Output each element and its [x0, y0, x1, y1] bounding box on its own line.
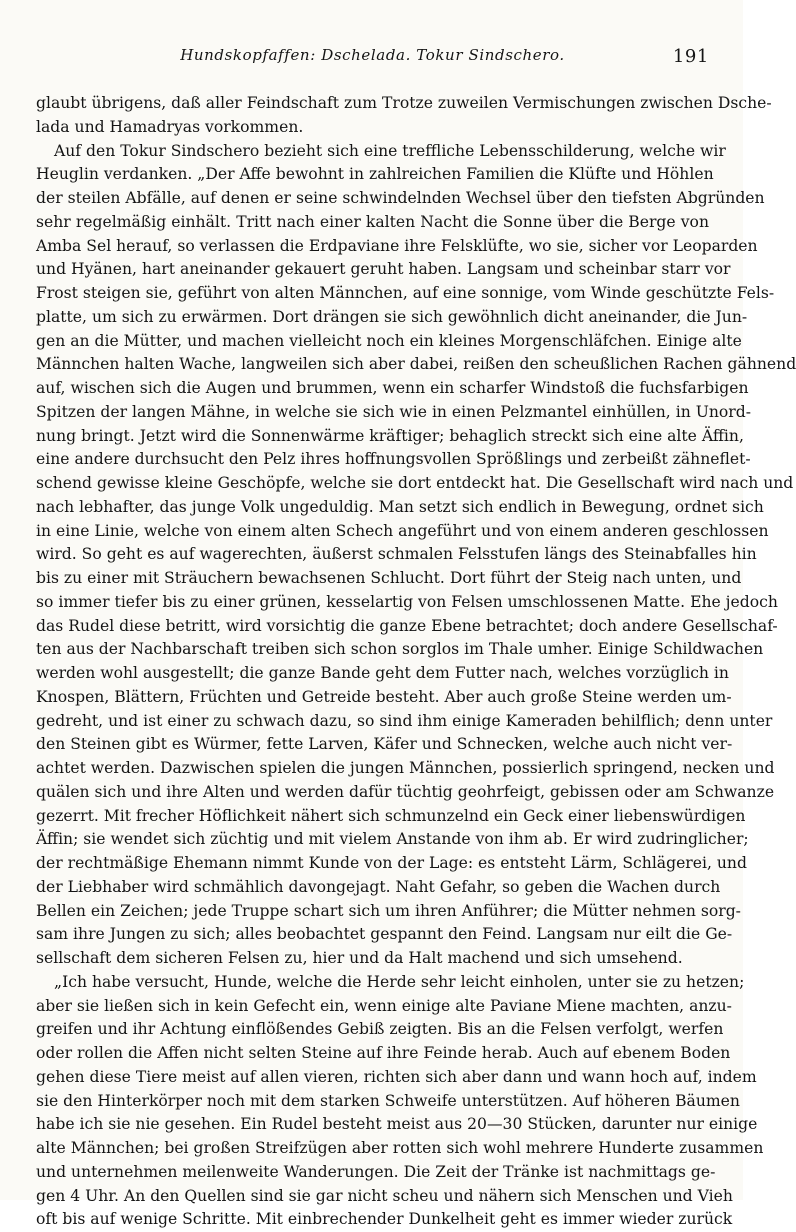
page-header	[36, 46, 709, 74]
text-line: Auf den Tokur Sindschero bezieht sich eine treffliche Lebensschilderung, welche wir	[54, 141, 726, 160]
body-text	[36, 92, 796, 1232]
text-line: aber sie ließen sich in kein Gefecht ein, wenn einige alte Paviane Miene machten, anzu-	[36, 996, 732, 1015]
text-line: Amba Sel herauf, so verlassen die Erdpaviane ihre Felsklüfte, wo sie, sicher vor Leoparden	[36, 236, 758, 255]
text-line: und Hyänen, hart aneinander gekauert geruht haben. Langsam und scheinbar starr vor	[36, 260, 731, 279]
text-line: „Ich habe versucht, Hunde, welche die Herde sehr leicht einholen, unter sie zu hetzen;	[54, 972, 745, 991]
text-line: auf, wischen sich die Augen und brummen, wenn ein scharfer Windstoß die fuchsfarbigen	[36, 379, 749, 397]
text-line: werden wohl ausgestellt; die ganze Bande geht dem Futter nach, welches vorzüglich in	[36, 664, 729, 682]
text-line: den Steinen gibt es Würmer, fette Larven, Käfer und Schnecken, welche auch nicht ver-	[36, 735, 733, 754]
text-line: so immer tiefer bis zu einer grünen, kesselartig von Felsen umschlossenen Matte. Ehe jedoch	[36, 592, 778, 611]
text-line: lada und Hamadryas vorkommen.	[36, 117, 304, 136]
text-line: und unternehmen meilenweite Wanderungen. Die Zeit der Tränke ist nachmittags ge-	[36, 1162, 716, 1181]
page-number: 191	[672, 46, 709, 67]
text-line: der steilen Abfälle, auf denen er seine schwindelnden Wechsel über den tiefsten Abgründen	[36, 189, 765, 207]
text-line: nung bringt. Jetzt wird die Sonnenwärme kräftiger; behaglich streckt sich eine alte Äffin,	[36, 426, 744, 445]
text-line: schend gewisse kleine Geschöpfe, welche sie dort entdeckt hat. Die Gesellschaft wird nach und	[36, 474, 794, 492]
text-line: oder rollen die Affen nicht selten Steine auf ihre Feinde herab. Auch auf ebenem Boden	[36, 1044, 731, 1062]
text-line: alte Männchen; bei großen Streifzügen aber rotten sich wohl mehrere Hunderte zusammen	[36, 1139, 764, 1157]
text-line: platte, um sich zu erwärmen. Dort drängen sie sich gewöhnlich dicht aneinander, die Jun-	[36, 307, 748, 326]
text-line: glaubt übrigens, daß aller Feindschaft zum Trotze zuweilen Vermischungen zwischen Dsche-	[36, 94, 772, 112]
text-line: nach lebhafter, das junge Volk ungeduldig. Man setzt sich endlich in Bewegung, ordnet sich	[36, 497, 764, 516]
text-line: der Liebhaber wird schmählich davongejagt. Naht Gefahr, so geben die Wachen durch	[36, 877, 721, 896]
text-line: wird. So geht es auf wagerechten, äußerst schmalen Felsstufen längs des Steinabfalles hin	[36, 545, 757, 564]
text-line: der rechtmäßige Ehemann nimmt Kunde von der Lage: es entsteht Lärm, Schlägerei, und	[36, 854, 747, 872]
text-line: sie den Hinterkörper noch mit dem starken Schweife unterstützen. Auf höheren Bäumen	[36, 1091, 740, 1110]
text-line: gedreht, und ist einer zu schwach dazu, so sind ihm einige Kameraden behilflich; denn unter	[36, 711, 773, 730]
text-line: bis zu einer mit Sträuchern bewachsenen Schlucht. Dort führt der Steig nach unten, und	[36, 569, 742, 587]
running-title: Hundskopfaffen: Dschelada. Tokur Sindschero.	[180, 46, 565, 64]
text-line: achtet werden. Dazwischen spielen die jungen Männchen, possierlich springend, necken und	[36, 759, 775, 777]
text-line: ten aus der Nachbarschaft treiben sich schon sorglos im Thale umher. Einige Schildwachen	[36, 640, 764, 659]
text-line: in eine Linie, welche von einem alten Schech angeführt und von einem anderen geschlossen	[36, 521, 769, 540]
text-line: Heuglin verdanken. „Der Affe bewohnt in zahlreichen Familien die Klüfte und Höhlen	[36, 165, 714, 184]
text-line: Knospen, Blättern, Früchten und Getreide besteht. Aber auch große Steine werden um-	[36, 687, 732, 706]
text-line: das Rudel diese betritt, wird vorsichtig die ganze Ebene betrachtet; doch andere Gesellschaf-	[36, 616, 778, 635]
text-line: Bellen ein Zeichen; jede Truppe schart sich um ihren Anführer; die Mütter nehmen sorg-	[36, 901, 741, 920]
text-line: gen an die Mütter, und machen vielleicht noch ein kleines Morgenschläfchen. Einige alte	[36, 331, 742, 350]
text-line: gen 4 Uhr. An den Quellen sind sie gar nicht scheu und nähern sich Menschen und Vieh	[36, 1186, 733, 1205]
text-line: Frost steigen sie, geführt von alten Männchen, auf eine sonnige, vom Winde geschützte Fels-	[36, 284, 775, 302]
text-line: gezerrt. Mit frecher Höflichkeit nähert sich schmunzelnd ein Geck einer liebenswürdigen	[36, 806, 746, 825]
text-line: gehen diese Tiere meist auf allen vieren, richten sich aber dann und wann hoch auf, indem	[36, 1067, 757, 1086]
text-line: Äffin; sie wendet sich züchtig und mit vielem Anstande von ihm ab. Er wird zudringlicher;	[36, 830, 749, 849]
text-line: Spitzen der langen Mähne, in welche sie sich wie in einen Pelzmantel einhüllen, in Unord-	[36, 402, 751, 421]
text-line: greifen und ihr Achtung einflößendes Gebiß zeigten. Bis an die Felsen verfolgt, werfen	[36, 1020, 724, 1039]
text-line: sehr regelmäßig einhält. Tritt nach einer kalten Nacht die Sonne über die Berge von	[36, 212, 709, 231]
text-line: sam ihre Jungen zu sich; alles beobachtet gespannt den Feind. Langsam nur eilt die Ge-	[36, 925, 733, 944]
text-line: habe ich sie nie gesehen. Ein Rudel besteht meist aus 20—30 Stücken, darunter nur einige	[36, 1115, 758, 1134]
text-line: eine andere durchsucht den Pelz ihres hoffnungsvollen Sprößlings und zerbeißt zähneflet-	[36, 450, 751, 469]
text-line: oft bis auf wenige Schritte. Mit einbrechender Dunkelheit geht es immer wieder zurück	[36, 1210, 733, 1229]
text-line: quälen sich und ihre Alten und werden dafür tüchtig geohrfeigt, gebissen oder am Schwanze	[36, 782, 775, 801]
text-line: Männchen halten Wache, langweilen sich aber dabei, reißen den scheußlichen Rachen gähnend	[36, 355, 796, 374]
text-line: sellschaft dem sicheren Felsen zu, hier und da Halt machend und sich umsehend.	[36, 949, 683, 967]
